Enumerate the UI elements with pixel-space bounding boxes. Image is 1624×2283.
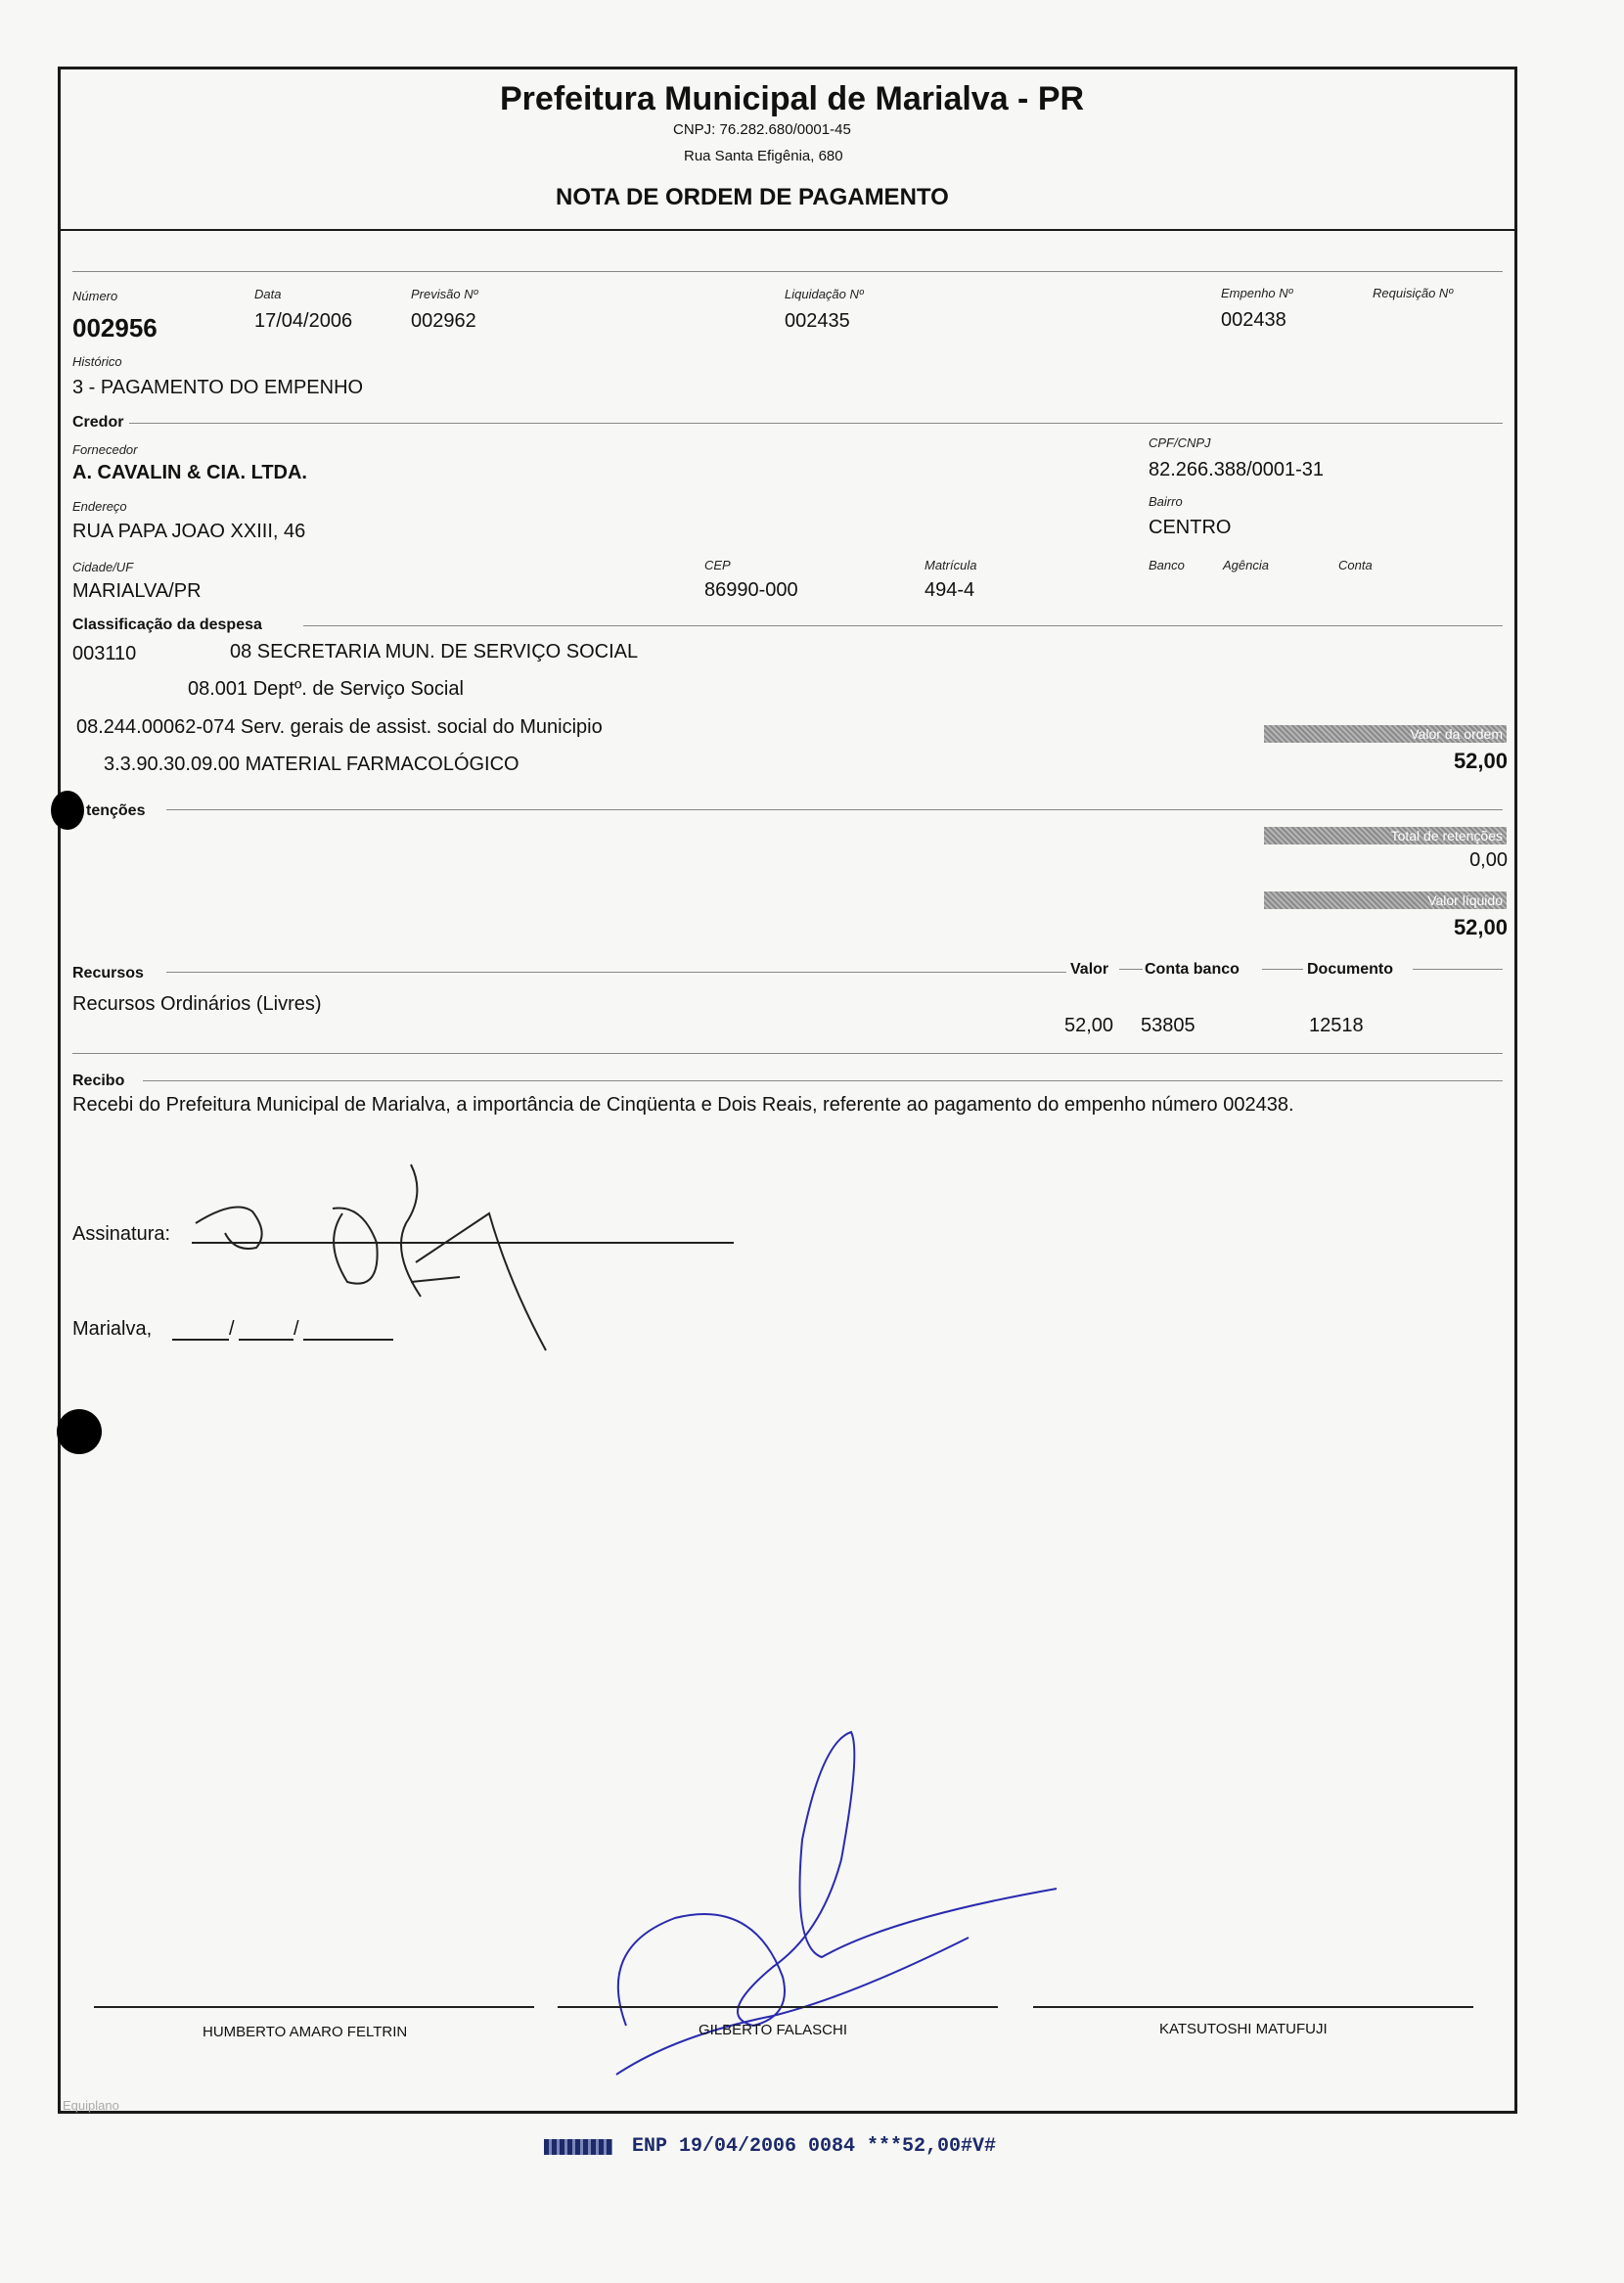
fornecedor-label: Fornecedor xyxy=(72,442,138,457)
recibo-section-title: Recibo xyxy=(72,1073,125,1089)
recursos-rule-2 xyxy=(1119,969,1143,970)
recursos-rule xyxy=(166,972,1066,973)
numero-label: Número xyxy=(72,289,118,303)
recursos-conta: 53805 xyxy=(1141,1015,1195,1036)
date-slash-1: / xyxy=(229,1318,235,1340)
cpf-label: CPF/CNPJ xyxy=(1149,435,1211,450)
data-label: Data xyxy=(254,287,282,301)
valor-liquido-label: Valor líquido xyxy=(1264,891,1507,909)
cep-value: 86990-000 xyxy=(704,579,798,601)
recibo-rule xyxy=(143,1080,1503,1081)
matricula-value: 494-4 xyxy=(925,579,975,601)
credor-rule xyxy=(129,423,1503,424)
valor-ordem-label: Valor da ordem xyxy=(1264,725,1507,743)
signature-line-2 xyxy=(558,2006,998,2008)
class-unit: 08.001 Deptº. de Serviço Social xyxy=(188,678,464,700)
bairro-label: Bairro xyxy=(1149,494,1183,509)
previsao-label: Previsão Nº xyxy=(411,287,478,301)
historico-label: Histórico xyxy=(72,354,122,369)
ids-rule xyxy=(72,271,1503,272)
signatory-2: GILBERTO FALASCHI xyxy=(699,2022,847,2038)
address-text: Rua Santa Efigênia, 680 xyxy=(684,148,843,164)
recursos-valor: 52,00 xyxy=(1064,1015,1114,1036)
liquidacao-value: 002435 xyxy=(785,310,850,332)
assinatura-label: Assinatura: xyxy=(72,1223,171,1245)
marialva-date-label: Marialva, xyxy=(72,1318,153,1340)
signatory-1: HUMBERTO AMARO FELTRIN xyxy=(203,2024,408,2040)
banco-label: Banco xyxy=(1149,558,1185,572)
cep-label: CEP xyxy=(704,558,731,572)
recursos-bottom-rule xyxy=(72,1053,1503,1054)
stamp-text: ENP 19/04/2006 0084 ***52,00#V# xyxy=(632,2135,997,2158)
punch-hole-2 xyxy=(57,1409,102,1454)
signature-line-1 xyxy=(94,2006,534,2008)
date-slash-2: / xyxy=(293,1318,299,1340)
valor-ordem-value: 52,00 xyxy=(1453,749,1508,773)
credor-section-title: Credor xyxy=(72,414,124,431)
valor-liquido-value: 52,00 xyxy=(1453,915,1508,939)
class-program: 08.244.00062-074 Serv. gerais de assist. social do Municipio xyxy=(76,716,603,738)
recursos-section-title: Recursos xyxy=(72,965,144,982)
page-title: Prefeitura Municipal de Marialva - PR xyxy=(500,80,1085,117)
punch-hole xyxy=(51,791,84,830)
matricula-label: Matrícula xyxy=(925,558,977,572)
recursos-rule-3 xyxy=(1262,969,1303,970)
cidade-label: Cidade/UF xyxy=(72,560,134,574)
recursos-fonte: Recursos Ordinários (Livres) xyxy=(72,993,322,1015)
signature-line-3 xyxy=(1033,2006,1473,2008)
class-element: 3.3.90.30.09.00 MATERIAL FARMACOLÓGICO xyxy=(104,753,519,775)
class-code: 003110 xyxy=(72,643,137,664)
conta-label: Conta xyxy=(1338,558,1373,572)
bairro-value: CENTRO xyxy=(1149,517,1232,538)
header-divider xyxy=(58,229,1517,231)
total-retencoes-value: 0,00 xyxy=(1469,849,1508,871)
recursos-rule-4 xyxy=(1413,969,1503,970)
numero-value: 002956 xyxy=(72,313,158,342)
classificacao-rule xyxy=(303,625,1503,626)
historico-value: 3 - PAGAMENTO DO EMPENHO xyxy=(72,377,364,398)
cidade-value: MARIALVA/PR xyxy=(72,580,202,602)
endereco-label: Endereço xyxy=(72,499,127,514)
agencia-label: Agência xyxy=(1223,558,1269,572)
requisicao-label: Requisição Nº xyxy=(1373,286,1454,300)
retencoes-section-title: tenções xyxy=(86,802,146,819)
recursos-valor-label: Valor xyxy=(1070,961,1109,978)
cnpj-text: CNPJ: 76.282.680/0001-45 xyxy=(673,121,851,138)
recursos-conta-label: Conta banco xyxy=(1145,961,1240,978)
endereco-value: RUA PAPA JOAO XXIII, 46 xyxy=(72,521,306,542)
recipient-signature xyxy=(176,1086,587,1360)
liquidacao-label: Liquidação Nº xyxy=(785,287,864,301)
previsao-value: 002962 xyxy=(411,310,476,332)
recibo-text: Recebi do Prefeitura Municipal de Marialva, a importância de Cinqüenta e Dois Reais, referente ao pagamento do empenho número 002438. xyxy=(72,1094,1294,1116)
signatory-3: KATSUTOSHI MATUFUJI xyxy=(1159,2021,1328,2037)
empenho-label: Empenho Nº xyxy=(1221,286,1293,300)
retencoes-rule xyxy=(166,809,1503,810)
recursos-documento: 12518 xyxy=(1309,1015,1364,1036)
empenho-value: 002438 xyxy=(1221,309,1286,331)
fornecedor-value: A. CAVALIN & CIA. LTDA. xyxy=(72,462,307,483)
cpf-value: 82.266.388/0001-31 xyxy=(1149,459,1325,480)
software-label: Equiplano xyxy=(63,2098,119,2113)
class-org: 08 SECRETARIA MUN. DE SERVIÇO SOCIAL xyxy=(230,641,639,662)
total-retencoes-label: Total de retenções xyxy=(1264,827,1507,845)
data-value: 17/04/2006 xyxy=(254,310,353,332)
classificacao-section-title: Classificação da despesa xyxy=(72,616,262,633)
stamp-mark xyxy=(544,2139,612,2155)
recursos-documento-label: Documento xyxy=(1307,961,1393,978)
doc-title: NOTA DE ORDEM DE PAGAMENTO xyxy=(556,184,949,210)
